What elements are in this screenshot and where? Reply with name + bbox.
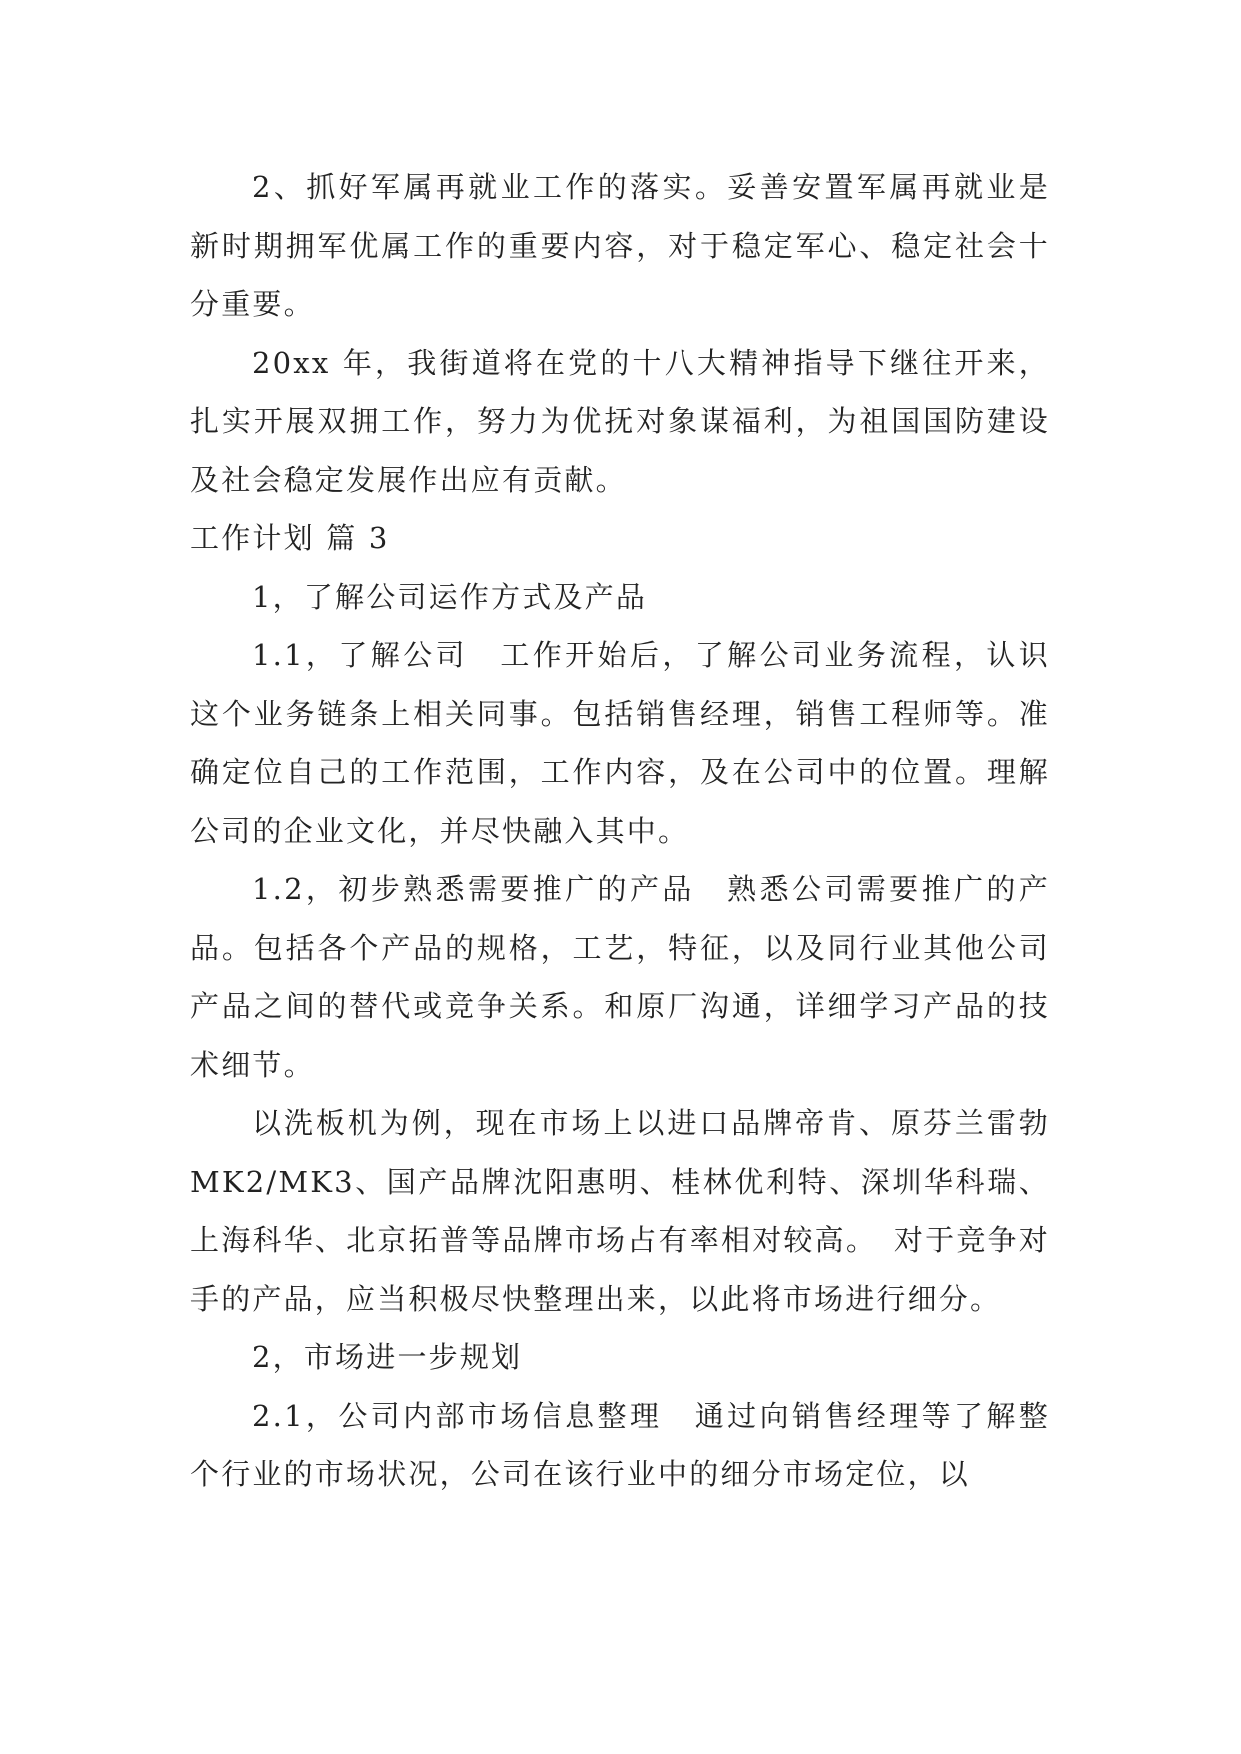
paragraph-item-1: 1，了解公司运作方式及产品 [252,579,648,614]
paragraph-item-2-1: 2.1，公司内部市场信息整理 通过向销售经理等了解整个行业的市场状况，公司在该行业中的细分市场定位，以 [190,1398,1050,1491]
paragraph-washer-example: 以洗板机为例，现在市场上以进口品牌帝肯、原芬兰雷勃 MK2/MK3、国产品牌沈阳惠明、桂林优利特、深圳华科瑞、上海科华、北京拓普等品牌市场占有率相对较高。 对于竞争对手的产品，应当积极尽快整理出来，以此将市场进行细分。 [190,1106,1050,1316]
document-body [190,158,1050,1504]
paragraph-item-1-2: 1.2，初步熟悉需要推广的产品 熟悉公司需要推广的产品。包括各个产品的规格，工艺，特征，以及同行业其他公司产品之间的替代或竞争关系。和原厂沟通，详细学习产品的技术细节。 [190,872,1050,1082]
paragraph-item-1-1: 1.1，了解公司 工作开始后，了解公司业务流程，认识这个业务链条上相关同事。包括销售经理，销售工程师等。准确定位自己的工作范围，工作内容，及在公司中的位置。理解公司的企业文化，并尽快融入其中。 [190,638,1050,848]
paragraph-20xx-plan: 20xx 年，我街道将在党的十八大精神指导下继往开来，扎实开展双拥工作，努力为优抚对象谋福利，为祖国国防建设及社会稳定发展作出应有贡献。 [190,345,1050,497]
paragraph-military-family-employment: 2、抓好军属再就业工作的落实。妥善安置军属再就业是新时期拥军优属工作的重要内容，对于稳定军心、稳定社会十分重要。 [190,170,1050,321]
paragraph-item-2: 2，市场进一步规划 [252,1340,523,1374]
section-heading-plan-3: 工作计划 篇 3 [190,521,390,555]
